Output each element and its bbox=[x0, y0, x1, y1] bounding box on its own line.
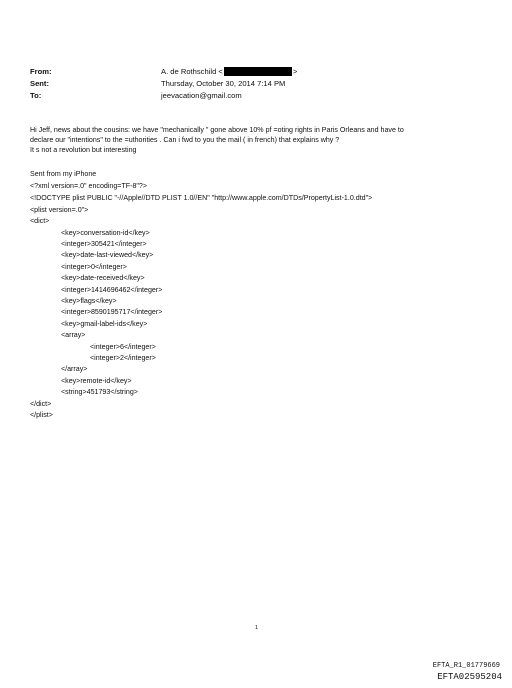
plist-line: <integer>8590195717</integer> bbox=[61, 308, 163, 316]
plist-line: <array> bbox=[61, 331, 86, 339]
plist-line: </array> bbox=[61, 365, 88, 373]
body-line: It s not a revolution but interesting bbox=[30, 146, 137, 154]
plist-line: <key>conversation-id</key> bbox=[61, 229, 150, 237]
plist-line: <key>remote-id</key> bbox=[61, 377, 132, 385]
to-value: jeevacation@gmail.com bbox=[161, 91, 242, 100]
plist-line: <!DOCTYPE plist PUBLIC "-//Apple//DTD PLIST 1.0//EN" "http://www.apple.com/DTDs/PropertyList-1.0.dtd"> bbox=[30, 194, 373, 202]
page-number: 1 bbox=[255, 625, 259, 631]
plist-line: <key>flags</key> bbox=[61, 297, 117, 305]
plist-line: <key>gmail-label-ids</key> bbox=[61, 320, 148, 328]
plist-line: <plist version=.0"> bbox=[30, 206, 89, 214]
from-label: From: bbox=[30, 67, 52, 76]
signature-line: Sent from my iPhone bbox=[30, 170, 97, 178]
plist-line: </plist> bbox=[30, 411, 53, 419]
body-line: Hi Jeff, news about the cousins: we have "mechanically " gone above 10% pf =oting rights in Paris Orleans and have to bbox=[30, 126, 404, 134]
plist-line: <integer>2</integer> bbox=[90, 354, 156, 362]
body-line: declare our "intentions" to the =uthorities . Can i fwd to you the mail ( in french) that explains why ? bbox=[30, 136, 340, 144]
plist-line: </dict> bbox=[30, 400, 52, 408]
from-name: A. de Rothschild < bbox=[161, 67, 223, 76]
from-value bbox=[161, 67, 297, 77]
sent-value: Thursday, October 30, 2014 7:14 PM bbox=[161, 79, 286, 88]
plist-line: <integer>0</integer> bbox=[61, 263, 127, 271]
plist-line: <key>date-received</key> bbox=[61, 274, 145, 282]
from-suffix: > bbox=[292, 67, 298, 76]
plist-line: <string>451793</string> bbox=[61, 388, 138, 396]
bates-number-primary: EFTA02595204 bbox=[437, 672, 502, 682]
redaction-box bbox=[224, 67, 292, 76]
plist-line: <key>date-last-viewed</key> bbox=[61, 251, 154, 259]
plist-line: <?xml version=.0" encoding=TF-8"?> bbox=[30, 182, 148, 190]
bates-number-secondary: EFTA_R1_01779669 bbox=[432, 662, 500, 670]
plist-line: <dict> bbox=[30, 217, 50, 225]
to-label: To: bbox=[30, 91, 42, 100]
plist-line: <integer>305421</integer> bbox=[61, 240, 147, 248]
plist-line: <integer>6</integer> bbox=[90, 343, 156, 351]
sent-label: Sent: bbox=[30, 79, 49, 88]
plist-line: <integer>1414696462</integer> bbox=[61, 286, 163, 294]
